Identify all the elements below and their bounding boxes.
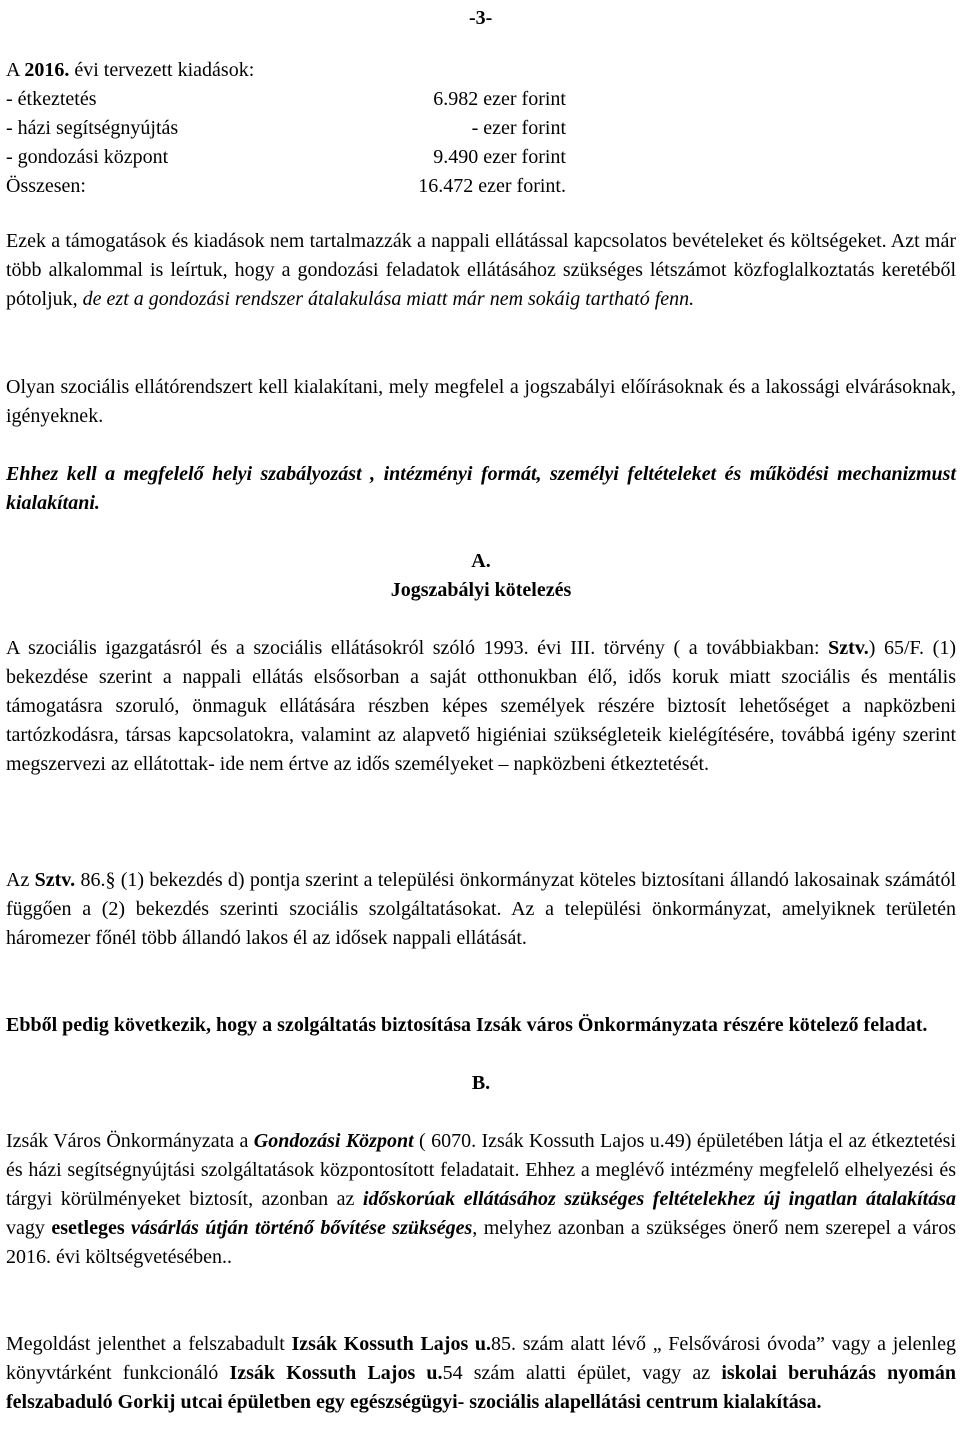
paragraph-care-system: Olyan szociális ellátórendszert kell kialakítani, mely megfelel a jogszabályi előírásoknak és a lakossági elvárásoknak, igényeknek. (6, 376, 956, 427)
section-a-letter: A. (471, 550, 491, 572)
paragraph-legal-basis: A szociális igazgatásról és a szociális ellátásokról szóló 1993. évi III. törvény ( a továbbiakban: Sztv.) 65/F. (1) bekezdése szerint a nappali ellátás elsősorban a saját otthonukban élő, idős koruk miatt szociális és mentális támogatásra szoruló, önmaguk ellátására részben képes személyek részére biztosít lehetőséget a napközbeni tartózkodásra, társas kapcsolatokra, valamint az alapvető higiéniai szükségleteik kielégítésére, továbbá igény szerint megszervezi az ellátottak- ide nem értve az idős személyeket – napközbeni étkeztetését. (6, 637, 956, 775)
expense-label: - házi segítségnyújtás (6, 117, 179, 139)
expense-row-care-center (6, 143, 566, 172)
paragraph-care-center: Izsák Város Önkormányzata a Gondozási Központ ( 6070. Izsák Kossuth Lajos u.49) épületében látja el az étkeztetési és házi segítségnyújtási szolgáltatások központosított feladatait. Ehhez a meglévő intézmény megfelelő elhelyezési és tárgyi körülményeket biztosít, azonban az időskorúak ellátásához szükséges feltételekhez új ingatlan átalakítása vagy esetleges vásárlás útján történő bővítése szükséges, melyhez azonban a szükséges önerő nem szerepel a város 2016. évi költségvetésében.. (6, 1130, 957, 1268)
expense-value: 9.490 ezer forint (433, 146, 566, 168)
paragraph-municipal-duty: Az Sztv. 86.§ (1) bekezdés d) pontja szerint a települési önkormányzat köteles biztosítani állandó lakosainak számától függően a (2) bekezdés szerinti szociális szolgáltatásokat. Az a települési önkormányzat, amelyiknek területén háromezer főnél több állandó lakos él az idősek nappali ellátását. (6, 869, 956, 949)
expense-value: 16.472 ezer forint. (418, 175, 566, 197)
expense-label: - gondozási központ (6, 146, 169, 168)
paragraph-conclusion: Ebből pedig következik, hogy a szolgáltatás biztosítása Izsák város Önkormányzata részére kötelező feladat. (6, 1014, 928, 1036)
paragraph-requirements: Ehhez kell a megfelelő helyi szabályozást , intézményi formát, személyi feltételeket és működési mechanizmust kialakítani. (6, 463, 956, 514)
expenses-title: A 2016. évi tervezett kiadások: (6, 59, 255, 81)
section-b-letter: B. (471, 1072, 491, 1094)
expense-value: 6.982 ezer forint (433, 88, 566, 110)
section-a-title: Jogszabályi kötelezés (390, 579, 572, 601)
expense-label: - étkeztetés (6, 88, 97, 110)
expense-row-meals (6, 85, 566, 114)
expense-row-total (6, 172, 566, 201)
expenses-block (6, 56, 566, 201)
expense-value: - ezer forint (471, 117, 566, 139)
page-number: -3- (469, 7, 493, 29)
paragraph-solution: Megoldást jelenthet a felszabadult Izsák Kossuth Lajos u.85. szám alatt lévő „ Felsővárosi óvoda” vagy a jelenleg könyvtárként funkcionáló Izsák Kossuth Lajos u.54 szám alatti épület, vagy az iskolai beruházás nyomán felszabaduló Gorkij utcai épületben egy egészségügyi- szociális alapellátási centrum kialakítása. (6, 1333, 956, 1413)
expense-label: Összesen: (6, 175, 86, 197)
paragraph-expenses-note: Ezek a támogatások és kiadások nem tartalmazzák a nappali ellátással kapcsolatos bevételeket és költségeket. Azt már több alkalommal is leírtuk, hogy a gondozási feladatok ellátásához szükséges létszámot közfoglalkoztatás keretéből pótoljuk, de ezt a gondozási rendszer átalakulása miatt már nem sokáig tartható fenn. (6, 230, 956, 310)
expenses-year: 2016. (24, 59, 70, 81)
expense-row-home-help (6, 114, 566, 143)
